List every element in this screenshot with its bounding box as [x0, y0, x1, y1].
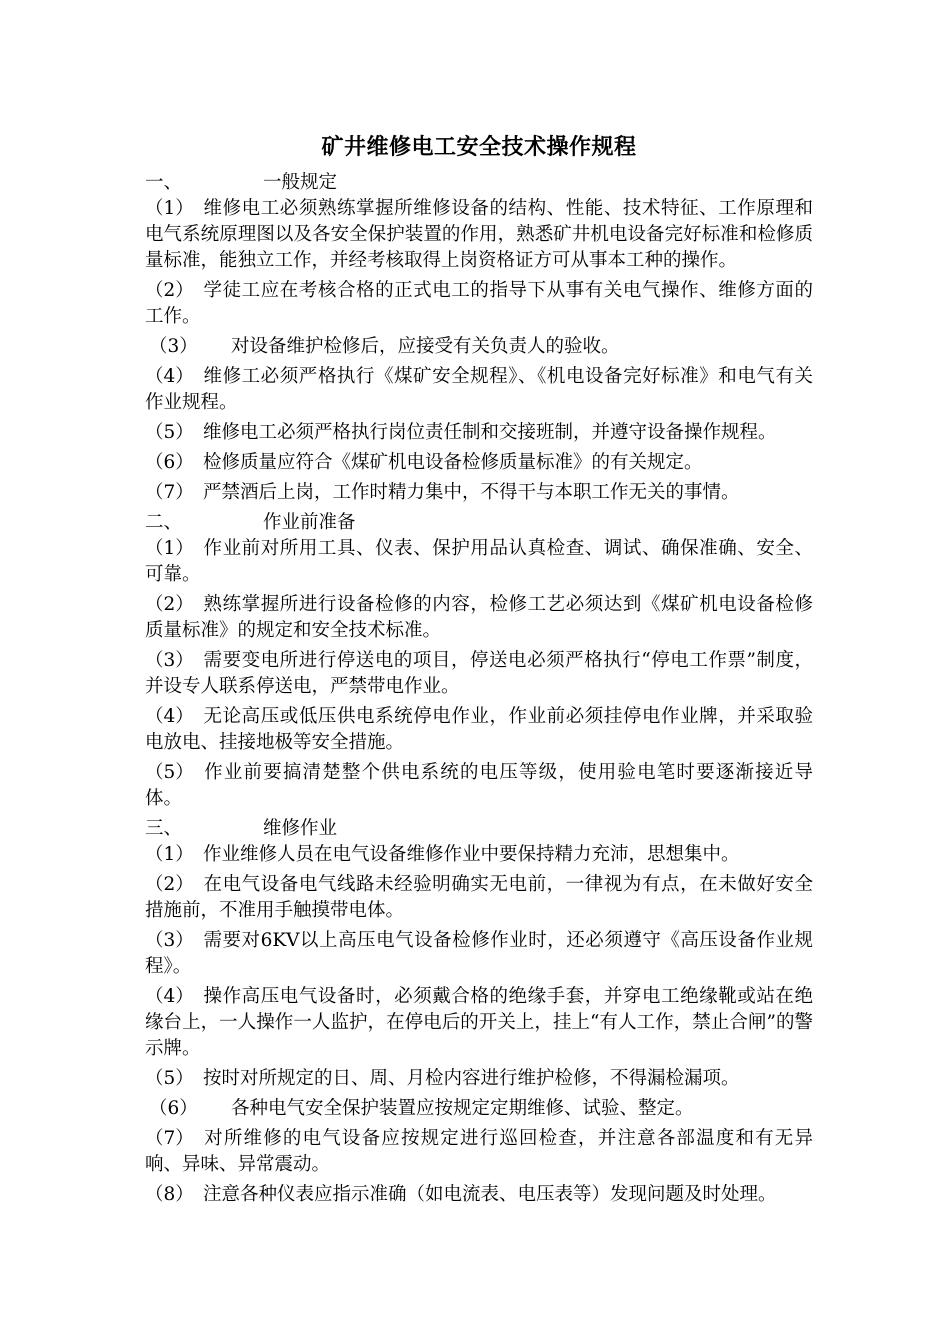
section-title: 一般规定	[263, 172, 338, 193]
item-text: 学徒工应在考核合格的正式电工的指导下从事有关电气操作、维修方面的工作。	[145, 280, 813, 327]
item-text: 对设备维护检修后，应接受有关负责人的验收。	[231, 336, 620, 357]
item-text: 严禁酒后上岗，工作时精力集中，不得干与本职工作无关的事情。	[203, 482, 740, 503]
item-text: 作业维修人员在电气设备维修作业中要保持精力充沛，思想集中。	[203, 844, 740, 865]
section-number: 三、	[145, 818, 183, 839]
item-marker: （2）	[145, 280, 194, 301]
item-marker: （4）	[145, 986, 194, 1007]
item-marker: （3）	[149, 336, 198, 357]
item-text: 无论高压或低压供电系统停电作业，作业前必须挂停电作业牌，并采取验电放电、挂接地极等安全措施。	[145, 706, 813, 753]
paragraph-item	[145, 536, 813, 588]
paragraph-item	[145, 842, 813, 868]
item-marker: （5）	[145, 762, 194, 783]
paragraph-item	[145, 1066, 813, 1092]
item-marker: （7）	[145, 482, 194, 503]
item-text: 作业前要搞清楚整个供电系统的电压等级，使用验电笔时要逐渐接近导体。	[145, 762, 813, 809]
item-marker: （3）	[145, 930, 194, 951]
paragraph-item	[145, 592, 813, 644]
paragraph-item	[145, 760, 813, 812]
paragraph-item	[145, 1096, 813, 1122]
paragraph-item	[145, 450, 813, 476]
paragraph-item	[145, 984, 813, 1062]
item-text: 维修电工必须熟练掌握所维修设备的结构、性能、技术特征、工作原理和电气系统原理图以及各安全保护装置的作用，熟悉矿井机电设备完好标准和检修质量标准，能独立工作，并经考核取得上岗资格证方可从事本工种的操作。	[145, 198, 813, 271]
item-text: 维修工必须严格执行《煤矿安全规程》、《机电设备完好标准》和电气有关作业规程。	[145, 366, 813, 413]
item-marker: （5）	[145, 1068, 194, 1089]
item-text: 对所维修的电气设备应按规定进行巡回检查，并注意各部温度和有无异响、异味、异常震动。	[145, 1128, 813, 1175]
item-text: 在电气设备电气线路未经验明确实无电前，一律视为有点，在未做好安全措施前，不准用手触摸带电体。	[145, 874, 813, 921]
paragraph-item	[145, 1126, 813, 1178]
paragraph-item	[145, 648, 813, 700]
item-text: 检修质量应符合《煤矿机电设备检修质量标准》的有关规定。	[203, 452, 703, 473]
item-marker: （2）	[145, 594, 194, 615]
item-text: 熟练掌握所进行设备检修的内容，检修工艺必须达到《煤矿机电设备检修质量标准》的规定和安全技术标准。	[145, 594, 813, 641]
section-heading	[145, 510, 813, 536]
document-page	[145, 130, 813, 1212]
section-heading	[145, 170, 813, 196]
item-marker: （4）	[145, 366, 194, 387]
document-title: 矿井维修电工安全技术操作规程	[321, 134, 637, 160]
item-marker: （1）	[145, 198, 194, 219]
item-marker: （6）	[149, 1098, 198, 1119]
section-maintenance-work	[145, 816, 813, 1208]
item-text: 操作高压电气设备时，必须戴合格的绝缘手套，并穿电工绝缘靴或站在绝缘台上，一人操作一人监护，在停电后的开关上，挂上“有人工作，禁止合闸”的警示牌。	[145, 986, 813, 1059]
item-marker: （1）	[145, 844, 194, 865]
section-number: 二、	[145, 512, 183, 533]
item-marker: （6）	[145, 452, 194, 473]
item-marker: （3）	[145, 650, 194, 671]
section-heading	[145, 816, 813, 842]
paragraph-item	[145, 278, 813, 330]
paragraph-item	[145, 334, 813, 360]
item-text: 需要变电所进行停送电的项目，停送电必须严格执行“停电工作票”制度，并设专人联系停送电，严禁带电作业。	[145, 650, 813, 697]
paragraph-item	[145, 872, 813, 924]
paragraph-item	[145, 196, 813, 274]
item-text: 各种电气安全保护装置应按规定定期维修、试验、整定。	[231, 1098, 694, 1119]
item-marker: （2）	[145, 874, 194, 895]
section-title: 作业前准备	[263, 512, 356, 533]
item-text: 作业前对所用工具、仪表、保护用品认真检查、调试、确保准确、安全、可靠。	[145, 538, 813, 585]
paragraph-item	[145, 1182, 813, 1208]
section-preparation	[145, 510, 813, 812]
section-title: 维修作业	[263, 818, 338, 839]
item-marker: （7）	[145, 1128, 194, 1149]
paragraph-item	[145, 480, 813, 506]
paragraph-item	[145, 928, 813, 980]
item-text: 注意各种仪表应指示准确（如电流表、电压表等）发现问题及时处理。	[203, 1184, 777, 1205]
item-marker: （8）	[145, 1184, 194, 1205]
paragraph-item	[145, 420, 813, 446]
item-marker: （4）	[145, 706, 194, 727]
item-marker: （5）	[145, 422, 194, 443]
paragraph-item	[145, 704, 813, 756]
paragraph-item	[145, 364, 813, 416]
section-general-rules	[145, 170, 813, 506]
item-text: 按时对所规定的日、周、月检内容进行维护检修，不得漏检漏项。	[203, 1068, 740, 1089]
item-text: 维修电工必须严格执行岗位责任制和交接班制，并遵守设备操作规程。	[203, 422, 777, 443]
item-marker: （1）	[145, 538, 194, 559]
item-text: 需要对6KV以上高压电气设备检修作业时，还必须遵守《高压设备作业规程》。	[145, 930, 813, 977]
section-number: 一、	[145, 172, 183, 193]
